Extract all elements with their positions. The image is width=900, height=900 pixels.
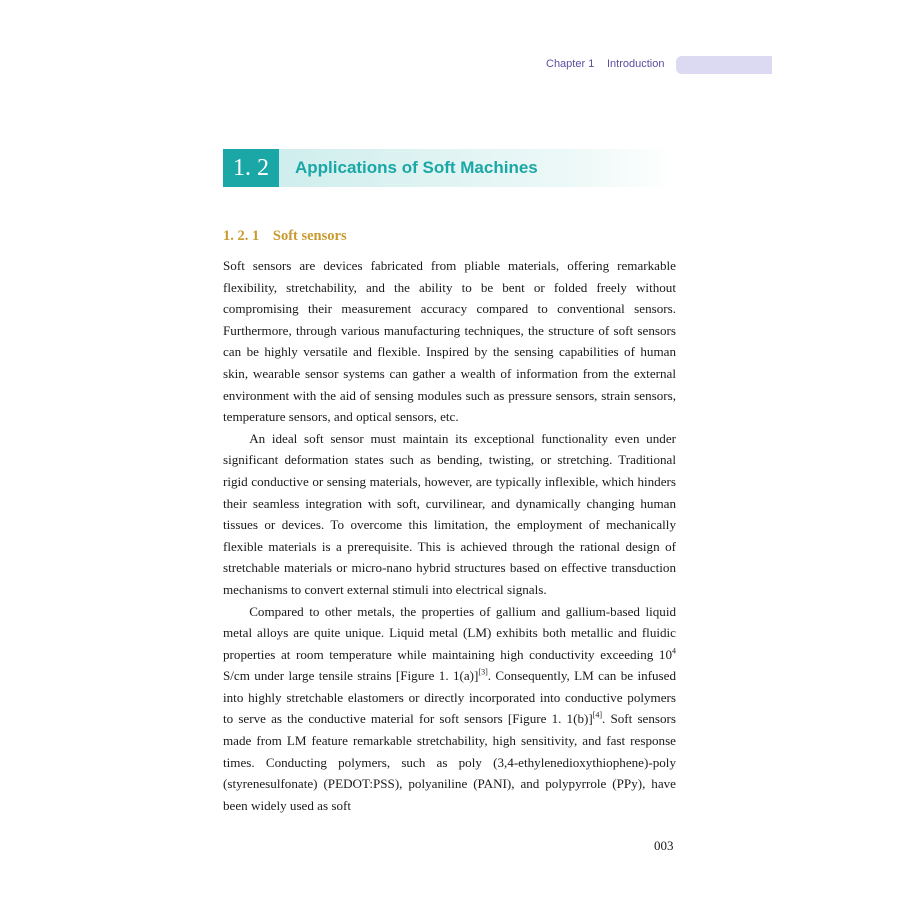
paragraph-3-part-a: Compared to other metals, the properties of gallium and gallium-based liquid metal alloys are quite unique. Liquid metal (LM) exhibits both metallic and fluidic properties at room temperature while maintaining high conductivity exceeding 10: [223, 603, 676, 662]
subsection-title: Soft sensors: [272, 228, 347, 244]
subsection-heading: [223, 228, 347, 245]
page-number: 003: [654, 838, 674, 853]
paragraph-3-part-d: . Soft sensors made from LM feature remarkable stretchability, high sensitivity, and fast response times. Conducting polymers, such as poly (3,4-ethylenedioxythiophene)-poly (styrenesulfonate) (PEDOT:PSS), polyaniline (PANI), and polypyrrole (PPy), have been widely used as soft: [223, 711, 677, 813]
section-title: Applications of Soft Machines: [295, 158, 538, 177]
header-chapter: Chapter 1: [546, 58, 595, 70]
body-text: [223, 255, 676, 816]
section-number: 1. 2: [223, 149, 279, 187]
citation-4: [4]: [592, 711, 603, 721]
paragraph-3: [223, 601, 676, 817]
paragraph-2: An ideal soft sensor must maintain its exceptional functionality even under significant deformation states such as bending, twisting, or stretching. Traditional rigid conductive or sensing materials, however, are typically inflexible, which hinders their seamless integration with soft, curvilinear, and dynamically changing human tissues or devices. To overcome this limitation, the employment of mechanically flexible materials is a prerequisite. This is achieved through the rational design of stretchable materials or micro-nano hybrid structures based on effective transduction mechanisms to convert external stimuli into electrical signals.: [223, 430, 676, 597]
header-title: Introduction: [607, 58, 665, 70]
subsection-number: 1. 2. 1: [223, 228, 260, 244]
exponent: 4: [672, 646, 676, 656]
paragraph-3-part-b: S/cm under large tensile strains [Figure 1. 1(a)]: [223, 668, 479, 684]
citation-3: [3]: [478, 667, 488, 677]
paragraph-3-part-c: . Consequently, LM can be infused into highly stretchable elastomers or directly incorporated into conductive polymers to serve as the conductive material for soft sensors [Figure 1. 1(b)]: [223, 668, 676, 727]
running-header: [520, 56, 772, 74]
section-banner: [223, 149, 673, 187]
header-accent-bar: [676, 56, 772, 74]
paragraph-1: Soft sensors are devices fabricated from pliable materials, offering remarkable flexibility, stretchability, and the ability to be bent or folded freely without compromising their measurement accuracy compared to conventional sensors. Furthermore, through various manufacturing techniques, the structure of soft sensors can be highly versatile and flexible. Inspired by the sensing capabilities of human skin, wearable sensor systems can gather a wealth of information from the external environment with the aid of sensing modules such as pressure sensors, strain sensors, temperature sensors, and optical sensors, etc.: [223, 258, 676, 425]
